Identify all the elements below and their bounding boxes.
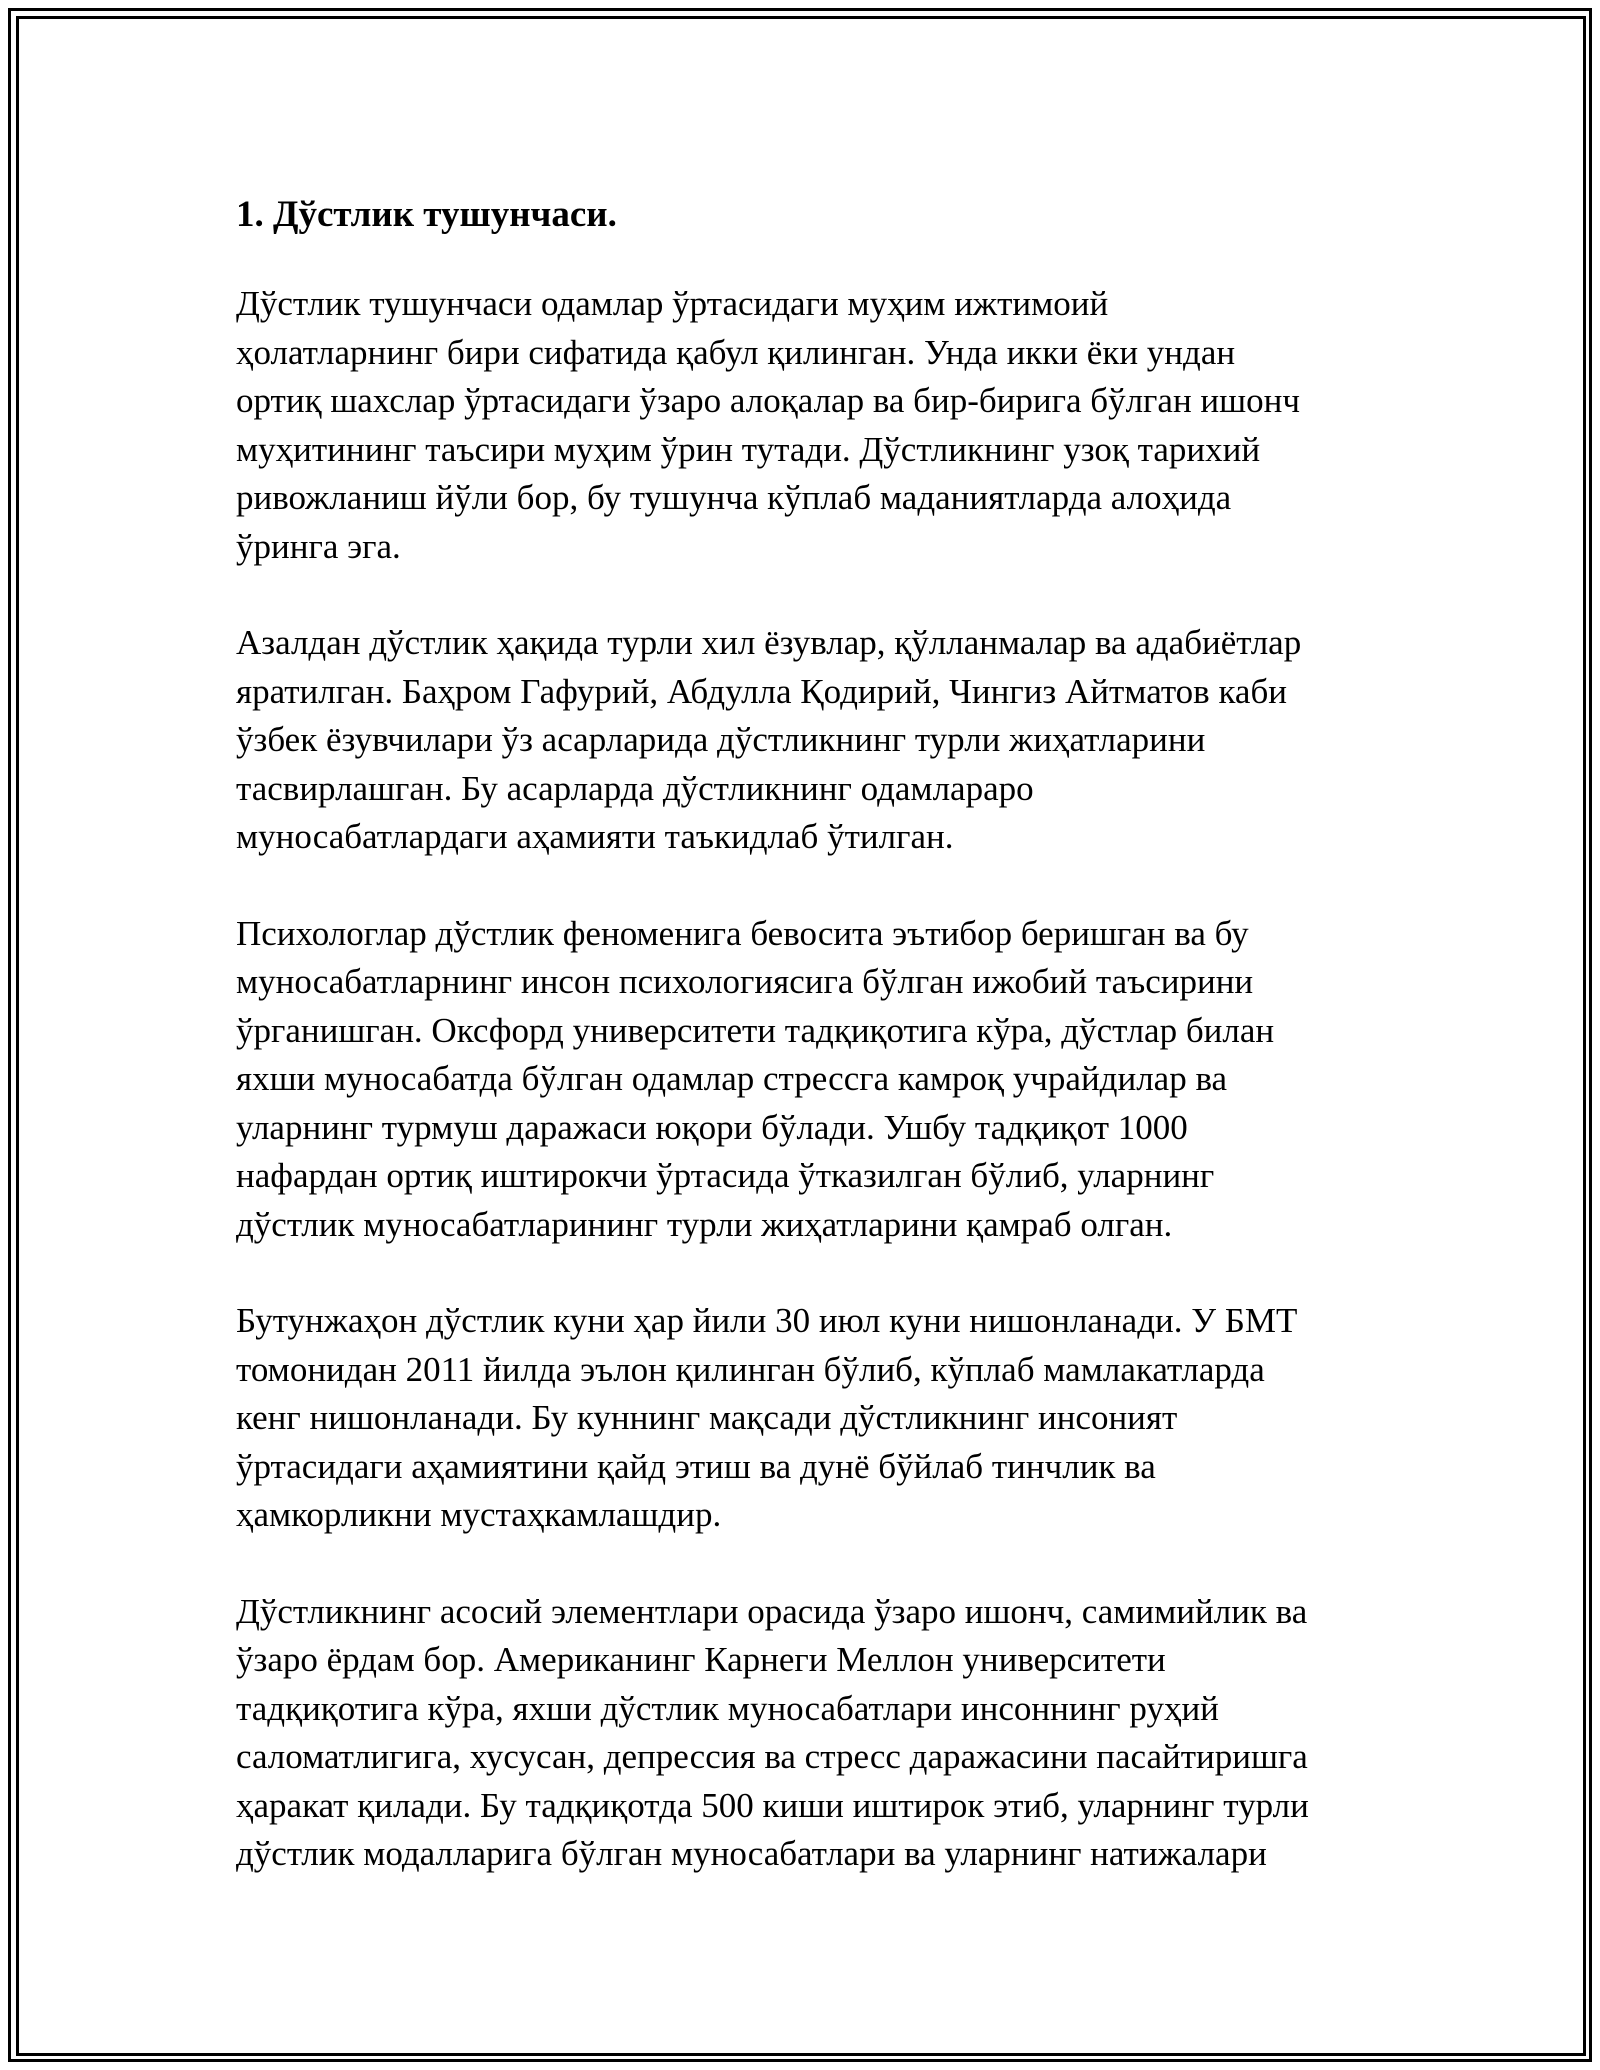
paragraph-line: ўзаро ёрдам бор. Американинг Карнеги Меллон университети bbox=[236, 1640, 1166, 1679]
paragraph-line: яратилган. Баҳром Гафурий, Абдулла Қодирий, Чингиз Айтматов каби bbox=[236, 671, 1287, 711]
paragraph-line: Бутунжаҳон дўстлик куни ҳар йили 30 июл куни нишонланади. У БМТ bbox=[236, 1301, 1298, 1340]
paragraph-4 bbox=[236, 1297, 1366, 1540]
paragraph-line: ўртасидаги аҳамиятини қайд этиш ва дунё бўйлаб тинчлик ва bbox=[236, 1446, 1156, 1486]
paragraph-line: уларнинг турмуш даражаси юқори бўлади. Ушбу тадқиқот 1000 bbox=[236, 1107, 1188, 1147]
paragraph-line: дўстлик модалларига бўлган муносабатлари ва уларнинг натижалари bbox=[236, 1834, 1267, 1873]
paragraph-line: яхши муносабатда бўлган одамлар стрессга камроқ учрайдилар ва bbox=[236, 1059, 1228, 1098]
paragraph-line: ўрганишган. Оксфорд университети тадқиқотига кўра, дўстлар билан bbox=[236, 1010, 1275, 1050]
paragraph-line: тасвирлашган. Бу асарларда дўстликнинг одамлараро bbox=[236, 768, 1034, 808]
paragraph-line: ривожланиш йўли бор, бу тушунча кўплаб маданиятларда алоҳида bbox=[236, 478, 1232, 517]
paragraph-line: Дўстлик тушунчаси одамлар ўртасидаги муҳим ижтимоий bbox=[236, 284, 1109, 323]
paragraph-line: Дўстликнинг асосий элементлари орасида ўзаро ишонч, самимийлик ва bbox=[236, 1591, 1308, 1631]
paragraph-line: нафардан ортиқ иштирокчи ўртасида ўтказилган бўлиб, уларнинг bbox=[236, 1156, 1215, 1195]
paragraph-line: ҳаракат қилади. Бу тадқиқотда 500 киши иштирок этиб, уларнинг турли bbox=[236, 1785, 1309, 1825]
paragraph-line: Азалдан дўстлик ҳақида турли хил ёзувлар, қўлланмалар ва адабиётлар bbox=[236, 623, 1302, 662]
paragraph-1 bbox=[236, 280, 1366, 571]
paragraph-2 bbox=[236, 619, 1366, 862]
paragraph-line: ўринга эга. bbox=[236, 526, 401, 566]
paragraph-line: муносабатлардаги аҳамияти таъкидлаб ўтилган. bbox=[236, 817, 954, 856]
paragraph-5 bbox=[236, 1588, 1366, 1879]
document-body bbox=[236, 190, 1366, 1927]
paragraph-3 bbox=[236, 910, 1366, 1250]
paragraph-line: ўзбек ёзувчилари ўз асарларида дўстликнинг турли жиҳатларини bbox=[236, 720, 1206, 759]
paragraph-line: томонидан 2011 йилда эълон қилинган бўлиб, кўплаб мамлакатларда bbox=[236, 1349, 1265, 1389]
paragraph-line: тадқиқотига кўра, яхши дўстлик муносабатлари инсоннинг руҳий bbox=[236, 1688, 1219, 1728]
paragraph-line: муносабатларнинг инсон психологиясига бўлган ижобий таъсирини bbox=[236, 962, 1254, 1001]
paragraph-line: дўстлик муносабатларининг турли жиҳатларини қамраб олган. bbox=[236, 1204, 1173, 1244]
paragraph-line: кенг нишонланади. Бу куннинг мақсади дўстликнинг инсоният bbox=[236, 1398, 1178, 1437]
paragraph-line: муҳитининг таъсири муҳим ўрин тутади. Дўстликнинг узоқ тарихий bbox=[236, 429, 1261, 469]
paragraph-line: ортиқ шахслар ўртасидаги ўзаро алоқалар ва бир-бирига бўлган ишонч bbox=[236, 381, 1300, 420]
paragraph-line: Психологлар дўстлик феноменига бевосита эътибор беришган ва бу bbox=[236, 913, 1249, 953]
paragraph-line: саломатлигига, хусусан, депрессия ва стресс даражасини пасайтиришга bbox=[236, 1737, 1308, 1776]
paragraph-line: ҳамкорликни мустаҳкамлашдир. bbox=[236, 1495, 722, 1534]
paragraph-line: ҳолатларнинг бири сифатида қабул қилинган. Унда икки ёки ундан bbox=[236, 332, 1236, 372]
section-heading: 1. Дўстлик тушунчаси. bbox=[236, 194, 617, 235]
